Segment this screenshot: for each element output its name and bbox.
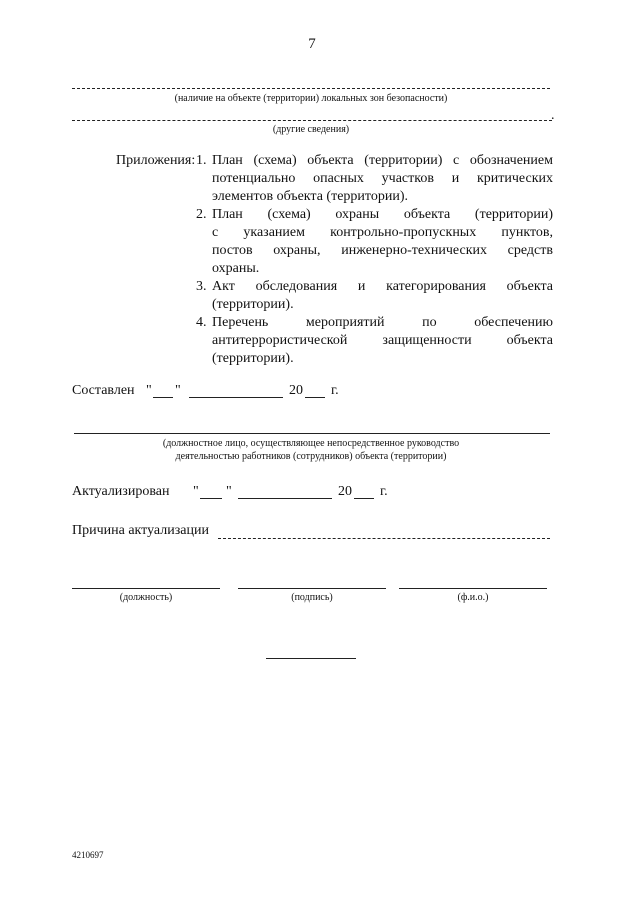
appendix-4-line-2: антитеррористической защищенности объекта [212, 333, 553, 348]
updated-year-blank [354, 498, 374, 499]
compiled-month-blank [189, 397, 283, 398]
appendix-1-line-3: элементов объекта (территории). [212, 189, 408, 204]
position-caption: (должность) [119, 592, 173, 603]
official-caption-line-1: (должностное лицо, осуществляющее непосредственное руководство [162, 438, 460, 449]
compiled-year-prefix: 20 [289, 383, 303, 398]
zones-blank-line [72, 88, 550, 89]
zones-caption: (наличие на объекте (территории) локальных зон безопасности) [174, 93, 448, 104]
compiled-day-blank [153, 397, 173, 398]
reason-label: Причина актуализации [72, 523, 209, 538]
compiled-label: Составлен [72, 383, 135, 398]
appendix-4-line-1: Перечень мероприятий по обеспечению [212, 315, 553, 330]
appendix-2-line-3: постов охраны, инженерно-технических средств [212, 243, 553, 258]
end-separator-line [266, 658, 356, 659]
appendix-2-line-4: охраны. [212, 261, 260, 276]
appendix-number-2: 2. [196, 207, 207, 222]
compiled-quote-close: " [175, 383, 181, 398]
appendix-2-line-1: План (схема) охраны объекта (территории) [212, 207, 553, 222]
signature-caption: (подпись) [291, 592, 333, 603]
appendix-2-line-2: с указанием контрольно-пропускных пунктов, [212, 225, 553, 240]
appendix-number-4: 4. [196, 315, 207, 330]
updated-quote-close: " [226, 484, 232, 499]
name-caption: (ф.и.о.) [457, 592, 489, 603]
other-info-caption: (другие сведения) [272, 124, 350, 135]
appendix-3-line-2: (территории). [212, 297, 294, 312]
page-number: 7 [308, 36, 316, 52]
appendix-number-3: 3. [196, 279, 207, 294]
compiled-year-blank [305, 397, 325, 398]
compiled-year-suffix: г. [331, 383, 339, 398]
updated-quote-open: " [193, 484, 199, 499]
appendix-1-line-1: План (схема) объекта (территории) с обозначением [212, 153, 553, 168]
appendix-number-1: 1. [196, 153, 207, 168]
appendices-label: Приложения: [116, 153, 196, 168]
footer-document-code: 4210697 [72, 850, 104, 860]
updated-month-blank [238, 498, 332, 499]
other-info-blank-line [72, 120, 552, 121]
appendix-1-line-2: потенциально опасных участков и критических [212, 171, 553, 186]
updated-day-blank [200, 498, 222, 499]
updated-year-suffix: г. [380, 484, 388, 499]
official-blank-line [74, 433, 550, 434]
updated-label: Актуализирован [72, 484, 170, 499]
compiled-quote-open: " [146, 383, 152, 398]
official-caption-line-2: деятельностью работников (сотрудников) объекта (территории) [175, 451, 447, 462]
appendix-4-line-3: (территории). [212, 351, 294, 366]
name-blank-line [399, 588, 547, 589]
position-blank-line [72, 588, 220, 589]
appendix-3-line-1: Акт обследования и категорирования объекта [212, 279, 553, 294]
updated-year-prefix: 20 [338, 484, 352, 499]
reason-blank-line [218, 538, 550, 539]
other-info-period: . [551, 108, 555, 123]
signature-blank-line [238, 588, 386, 589]
